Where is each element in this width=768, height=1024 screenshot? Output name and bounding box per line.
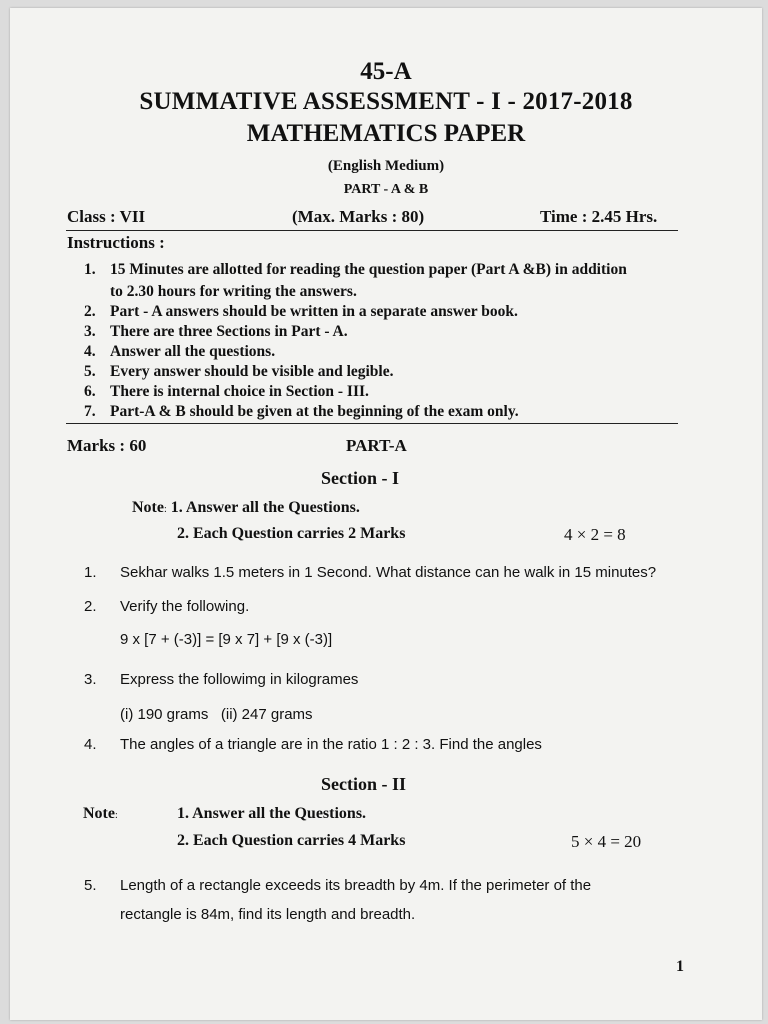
section-2-note-label: Note:	[83, 805, 118, 822]
instruction-item: 1. 15 Minutes are allotted for reading the question paper (Part A &B) in addition	[84, 261, 627, 278]
section-2-note-2: 2. Each Question carries 4 Marks	[177, 832, 406, 849]
part-a-marks: Marks : 60	[67, 436, 147, 455]
page-number: 1	[676, 958, 684, 975]
class-label: Class : VII	[67, 207, 146, 226]
instruction-item: 7. Part-A & B should be given at the beginning of the exam only.	[84, 403, 519, 420]
section-1-note: Note: 1. Answer all the Questions.	[132, 499, 360, 516]
exam-page: 45-A SUMMATIVE ASSESSMENT - I - 2017-2018 MATHEMATICS PAPER (English Medium) PART - A & B Class : VII (Max. Marks : 80) Time : 2.45 Hrs. Instructions : 1. 15 Minutes are allotted for reading the question paper (Part A &B) in addition to 2.30 hours for writing the answers. 2. Part - A answers should be written in a separate answer book. 3. There are three Sections in Part - A. 4. Answer all the questions. 5. Every answer should be visible and legible. 6. There is internal choice in Section - III. 7. Part-A & B should be given at the beginning of the exam only. Marks : 60 PART-A Section - I Note: 1. Answer all the Questions. 2. Each Question carries 2 Marks 4 × 2 = 8 1. Sekhar walks 1.5 meters in 1 Second. What distance can he walk in 15 minutes? 2. Verify the following. 9 x [7 + (-3)] = [9 x 7] + [9 x (-3)] 3. Express the followimg in kilogrames (i) 190 grams (ii) 247 grams 4. The angles of a triangle are in the ratio 1 : 2 : 3. Find the angles Section - II Note: 1. Answer all the Questions. 2. Each Question carries 4 Marks 5 × 4 = 20 5. Length of a rectangle exceeds its breadth by 4m. If the perimeter of the rectangle is 84m, find its length and breadth. 1	[10, 8, 762, 1020]
question-2-equation: 9 x [7 + (-3)] = [9 x 7] + [9 x (-3)]	[120, 631, 333, 648]
part-label: PART - A & B	[343, 182, 429, 197]
section-2-note-1: 1. Answer all the Questions.	[177, 805, 367, 822]
medium-label: (English Medium)	[327, 158, 445, 174]
instruction-item: 2. Part - A answers should be written in a separate answer book.	[84, 303, 518, 320]
max-marks-label: (Max. Marks : 80)	[292, 207, 425, 226]
paper-subtitle: MATHEMATICS PAPER	[246, 120, 526, 147]
instruction-item: 3. There are three Sections in Part - A.	[84, 323, 348, 340]
paper-code: 45-A	[360, 58, 412, 85]
instruction-item: to 2.30 hours for writing the answers.	[110, 283, 357, 300]
time-label: Time : 2.45 Hrs.	[540, 207, 658, 226]
part-a-title: PART-A	[346, 436, 407, 455]
section-1-marks: 4 × 2 = 8	[564, 525, 626, 544]
question-5-line-2: rectangle is 84m, find its length and breadth.	[120, 906, 416, 923]
instruction-item: 6. There is internal choice in Section - III.	[84, 383, 369, 400]
section-1-title: Section - I	[321, 468, 399, 488]
instructions-heading: Instructions :	[67, 233, 165, 252]
section-1-note-2: 2. Each Question carries 2 Marks	[177, 525, 406, 542]
instruction-item: 5. Every answer should be visible and legible.	[84, 363, 394, 380]
instruction-item: 4. Answer all the questions.	[84, 343, 276, 360]
question-3-parts: (i) 190 grams (ii) 247 grams	[120, 706, 313, 723]
section-2-marks: 5 × 4 = 20	[571, 832, 642, 851]
section-2-title: Section - II	[321, 774, 406, 794]
divider-instructions	[66, 423, 678, 424]
paper-title: SUMMATIVE ASSESSMENT - I - 2017-2018	[139, 88, 633, 115]
divider-top	[66, 230, 678, 231]
